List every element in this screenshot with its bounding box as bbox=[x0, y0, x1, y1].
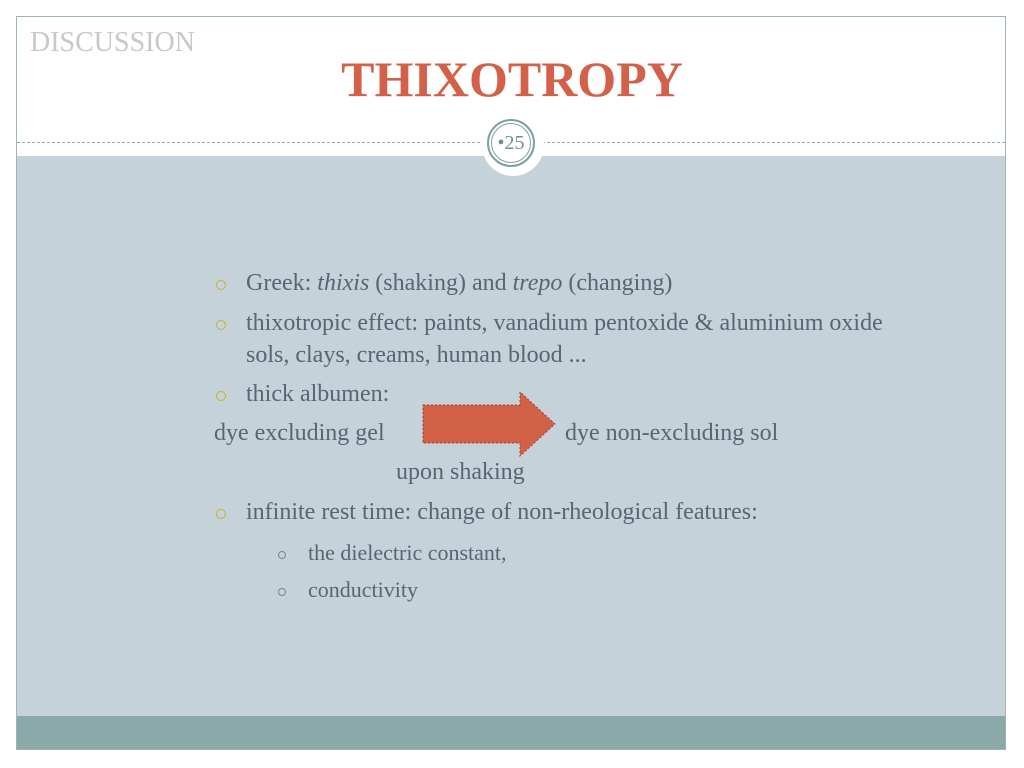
ring-bullet-icon bbox=[278, 588, 286, 596]
greek-prefix: Greek: bbox=[246, 270, 318, 296]
term-thixis: thixis bbox=[317, 270, 370, 296]
transition-caption: upon shaking bbox=[396, 459, 525, 485]
transition-left: dye excluding gel bbox=[214, 420, 385, 446]
ring-bullet-icon bbox=[216, 509, 226, 519]
ring-bullet-icon bbox=[216, 280, 226, 290]
greek-mid: (shaking) and bbox=[369, 270, 513, 296]
sub-item-dielectric: the dielectric constant, bbox=[308, 540, 507, 565]
ring-bullet-icon bbox=[216, 391, 226, 401]
ring-bullet-icon bbox=[216, 320, 226, 330]
ring-bullet-icon bbox=[278, 551, 286, 559]
bullet-rest-time: infinite rest time: change of non-rheological features: bbox=[246, 499, 758, 525]
slide-title: THIXOTROPY bbox=[341, 51, 683, 107]
bullet-thixotropic-line2: sols, clays, creams, human blood ... bbox=[246, 342, 587, 368]
sub-item-conductivity: conductivity bbox=[308, 577, 418, 602]
bullet-greek bbox=[246, 270, 672, 297]
footer-bar bbox=[17, 716, 1005, 749]
transition-right: dye non-excluding sol bbox=[565, 420, 779, 446]
term-trepo: trepo bbox=[512, 270, 563, 296]
section-label: DISCUSSION bbox=[30, 27, 195, 58]
bullet-thixotropic-line1: thixotropic effect: paints, vanadium pentoxide & aluminium oxide bbox=[246, 310, 883, 336]
right-arrow-icon bbox=[422, 391, 556, 457]
greek-suffix: (changing) bbox=[562, 270, 673, 296]
bullet-albumen: thick albumen: bbox=[246, 381, 390, 407]
page-number: •25 bbox=[491, 123, 531, 163]
